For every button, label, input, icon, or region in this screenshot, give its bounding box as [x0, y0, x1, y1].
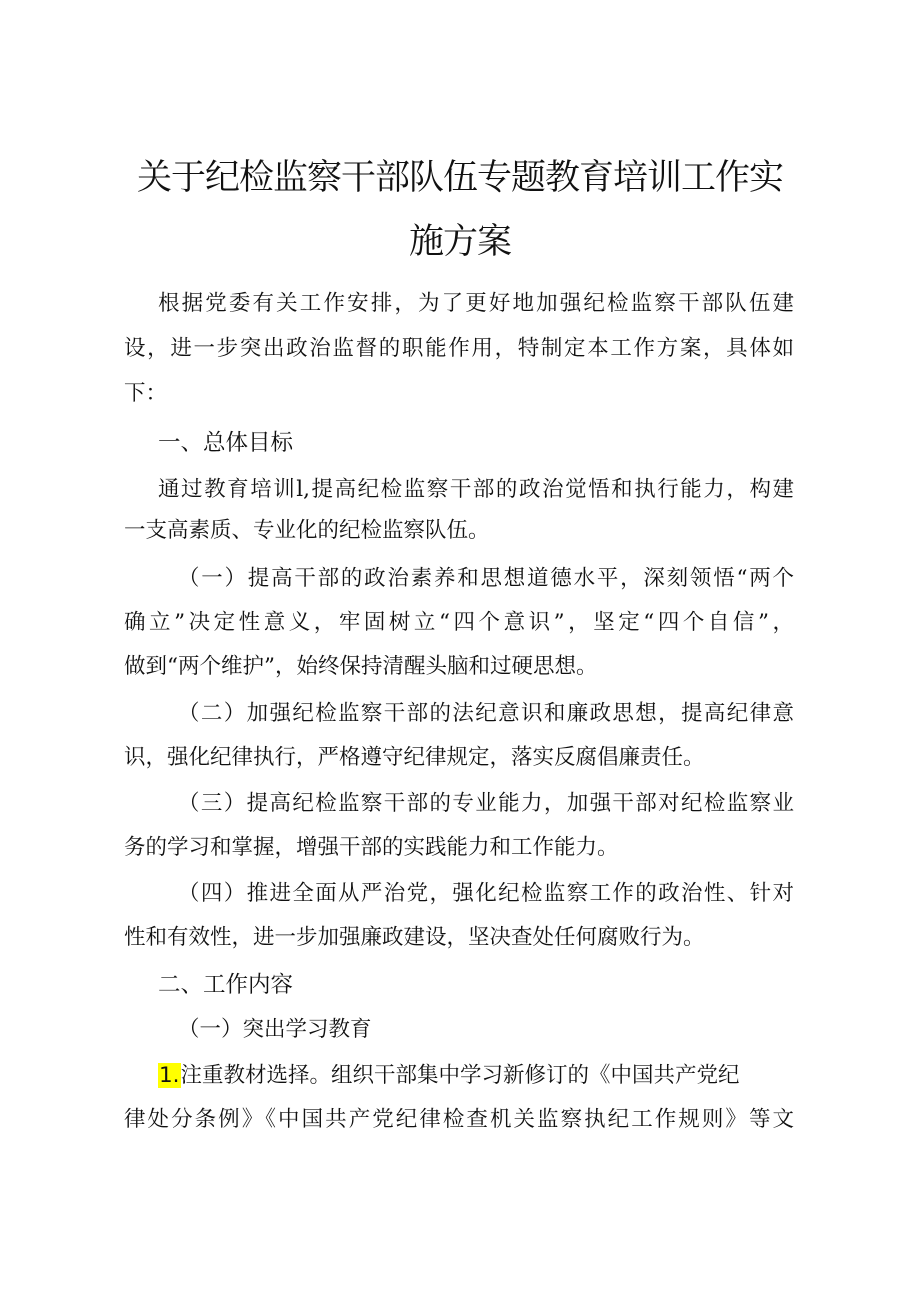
intro-line-3: 下： [124, 381, 168, 406]
intro-line-1: 根据党委有关工作安排，为了更好地加强纪检监察干部队伍建 [158, 291, 794, 316]
highlighted-item-number: 1. [159, 1063, 180, 1088]
goal-paragraph-line-2: 一支高素质、专业化的纪检监察队伍。 [124, 518, 490, 543]
document-title-line-2: 施方案 [408, 222, 511, 262]
intro-line-2: 设，进一步突出政治监督的职能作用，特制定本工作方案，具体如 [124, 336, 794, 361]
goal-item-3-line-1: （三）提高纪检监察干部的专业能力，加强干部对纪检监察业 [178, 791, 794, 816]
goal-paragraph-line-1: 通过教育培训l,提高纪检监察干部的政治觉悟和执行能力，构建 [158, 477, 794, 502]
goal-item-1-line-1: （一）提高干部的政治素养和思想道德水平，深刻领悟“两个 [178, 566, 794, 591]
subsection-1-heading: （一）突出学习教育 [178, 1017, 372, 1042]
goal-item-2-line-2: 识，强化纪律执行，严格遵守纪律规定，落实反腐倡廉责任。 [124, 745, 705, 770]
section-1-heading: 一、总体目标 [158, 430, 294, 456]
document-title-line-1: 关于纪检监察干部队伍专题教育培训工作实 [136, 158, 783, 198]
work-point-1-line-2: 律处分条例》《中国共产党纪律检查机关监察执纪工作规则》等文 [124, 1107, 794, 1132]
work-point-1-line-1 [158, 1061, 794, 1091]
work-point-1-text: 注重教材选择。组织干部集中学习新修订的《中国共产党纪 [180, 1063, 740, 1088]
goal-item-3-line-2: 务的学习和掌握，增强干部的实践能力和工作能力。 [124, 835, 619, 860]
goal-item-4-line-2: 性和有效性，进一步加强廉政建设，坚决查处任何腐败行为。 [124, 925, 705, 950]
goal-item-4-line-1: （四）推进全面从严治党，强化纪检监察工作的政治性、针对 [178, 881, 794, 906]
goal-item-1-line-2: 确立”决定性意义，牢固树立“四个意识”，坚定“四个自信”， [124, 610, 794, 635]
goal-item-1-line-3: 做到“两个维护”，始终保持清醒头脑和过硬思想。 [124, 654, 598, 679]
section-2-heading: 二、工作内容 [158, 972, 294, 998]
goal-item-2-line-1: （二）加强纪检监察干部的法纪意识和廉政思想，提高纪律意 [178, 701, 794, 726]
